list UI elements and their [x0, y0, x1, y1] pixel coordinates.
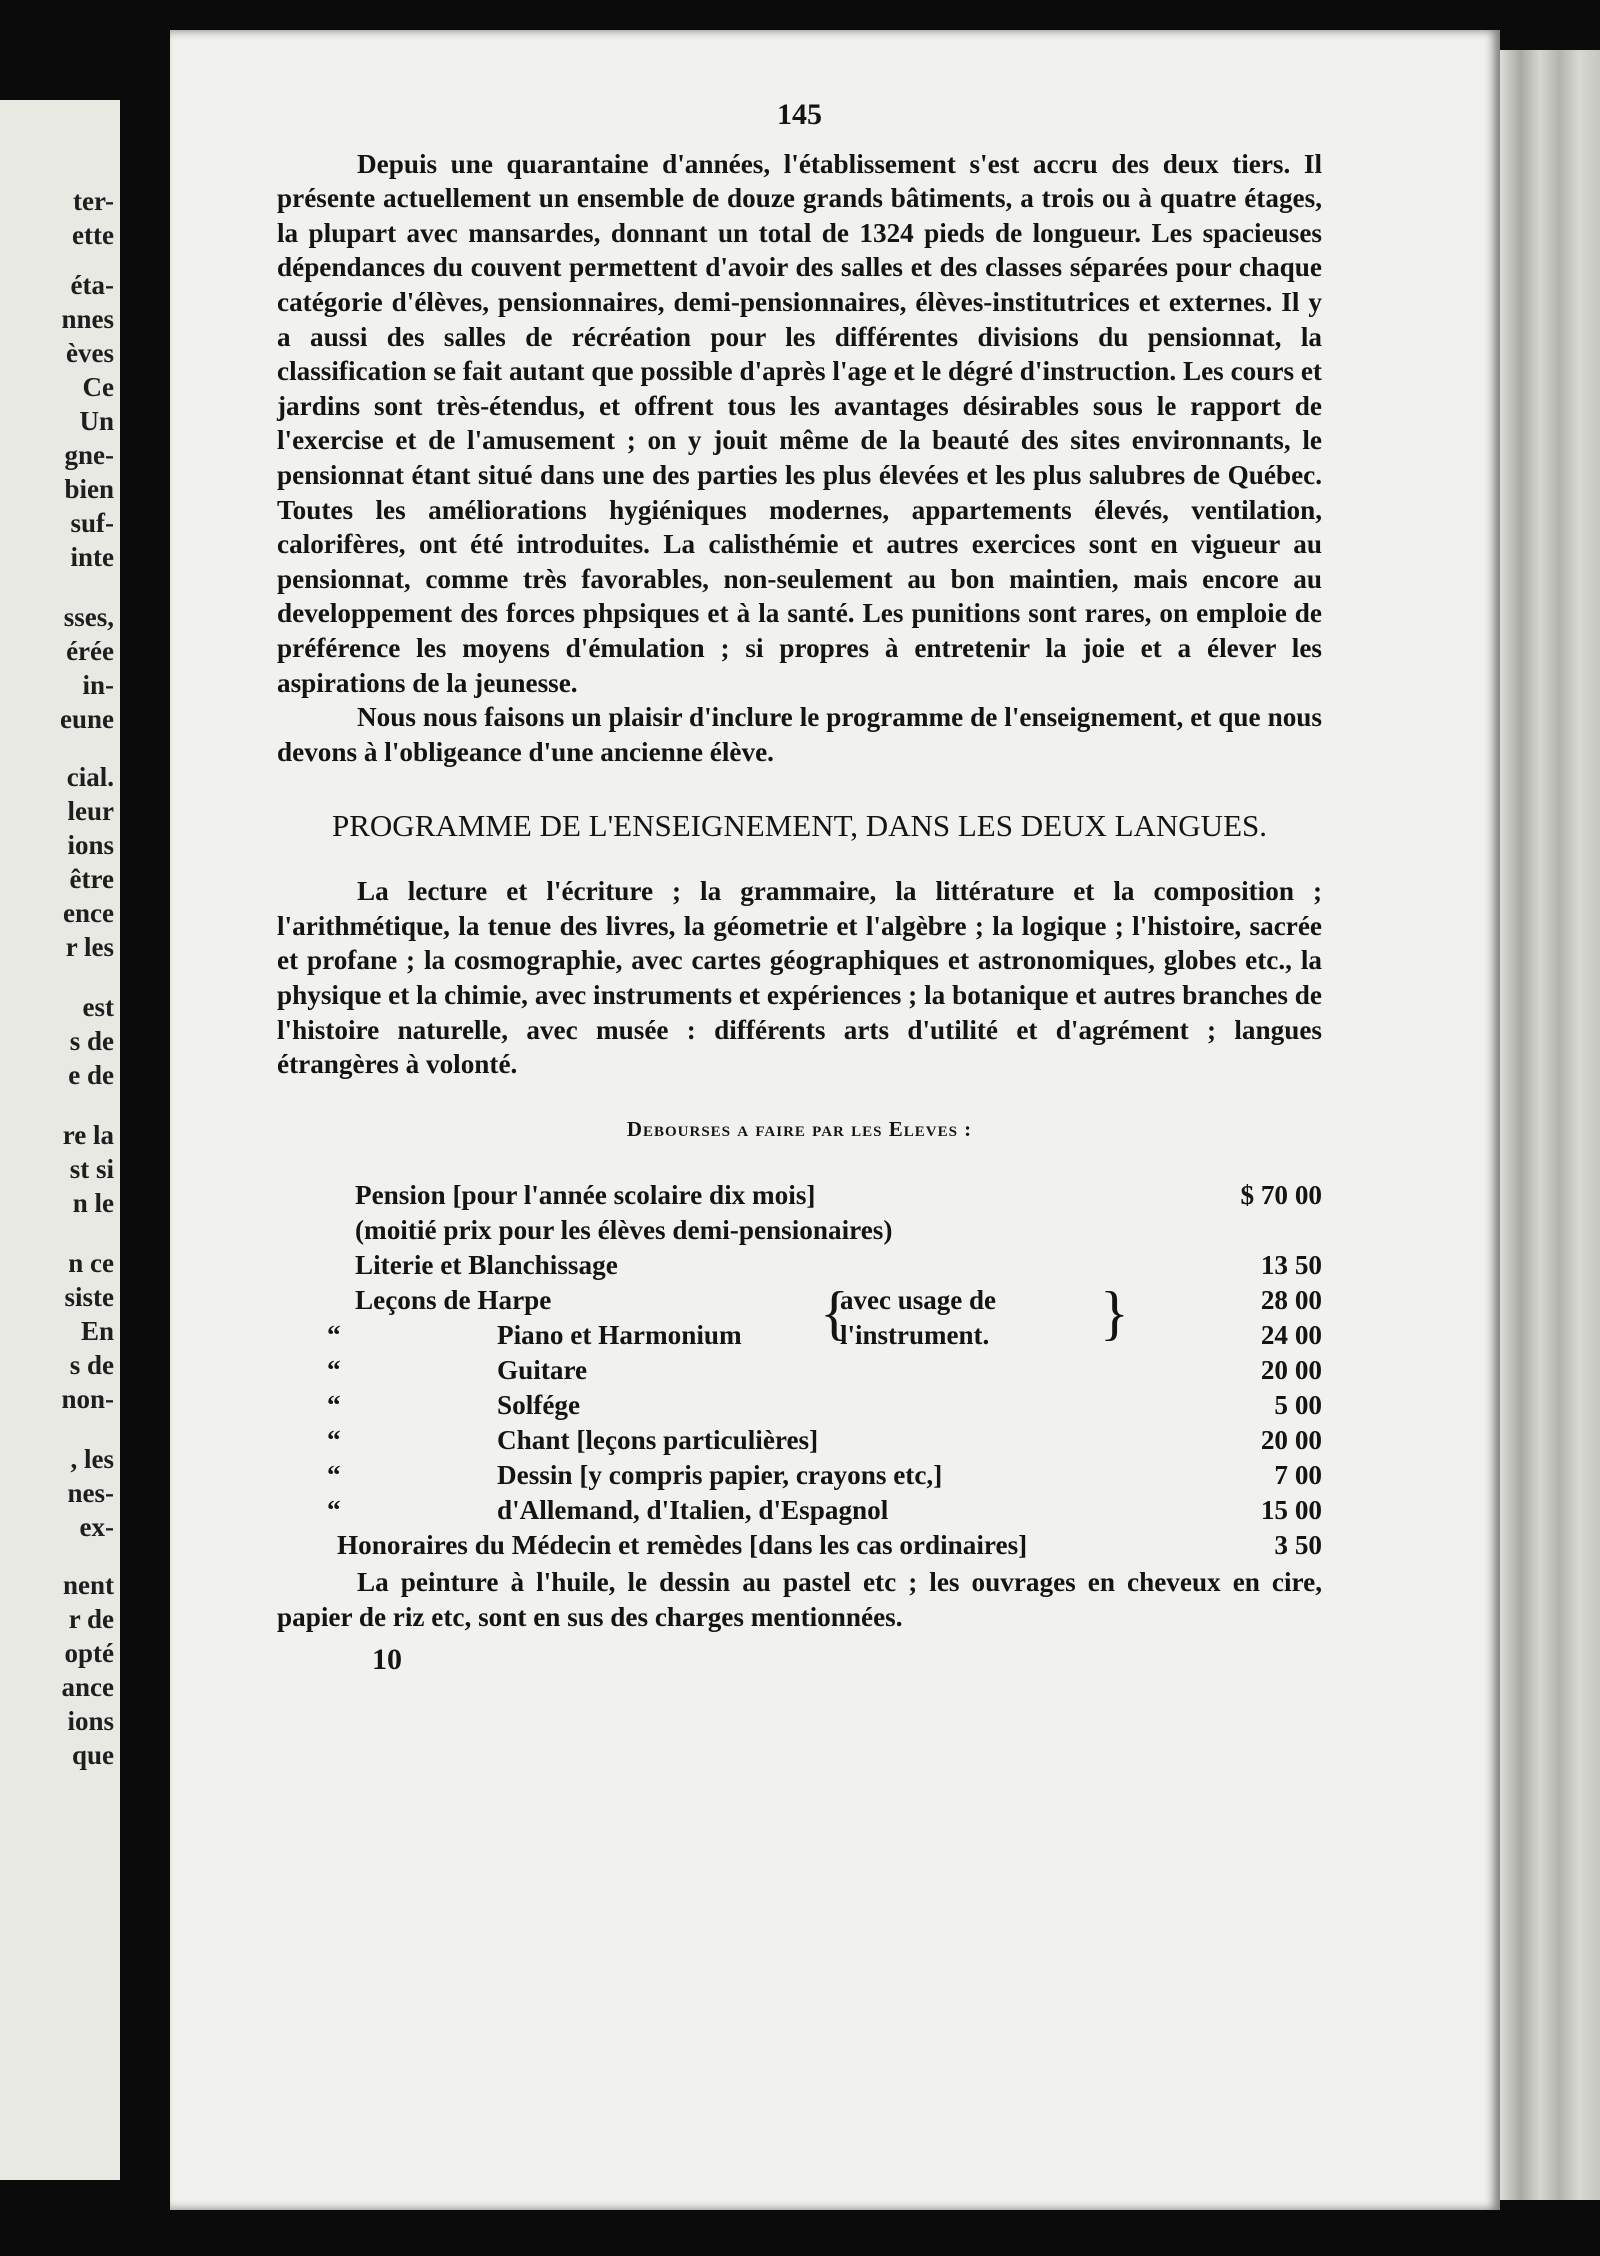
fee-row — [277, 1528, 1322, 1563]
paragraph-closing: La peinture à l'huile, le dessin au pastel etc ; les ouvrages en cheveux en cire, papier de riz etc, sont en sus des charges mentionnées. — [277, 1567, 1322, 1633]
left-page-line: éta- — [70, 270, 114, 300]
left-page-line: ance — [61, 1672, 114, 1702]
left-page-line: érée — [66, 636, 114, 666]
left-page-line: nnes — [61, 304, 114, 334]
left-page-line: cial. — [66, 762, 114, 792]
left-page-line: ions — [67, 830, 114, 860]
fee-row — [277, 1318, 1322, 1353]
fee-label-text: Guitare — [497, 1355, 588, 1386]
left-page-line: ions — [67, 1706, 114, 1736]
left-page-line: leur — [67, 796, 114, 826]
left-page-line: est — [82, 992, 114, 1022]
left-page-line: r de — [68, 1604, 114, 1634]
fee-label: “ Piano et Harmonium — [327, 1320, 742, 1351]
left-page-line: in- — [82, 670, 114, 700]
fee-label: Honoraires du Médecin et remèdes [dans les cas ordinaires] — [337, 1530, 1028, 1561]
left-page-line: èves — [66, 338, 114, 368]
fee-row — [277, 1388, 1322, 1423]
left-page-line: siste — [64, 1282, 114, 1312]
fee-label: “ Dessin [y compris papier, crayons etc,] — [327, 1460, 943, 1491]
fee-row — [277, 1178, 1322, 1213]
fee-row — [277, 1283, 1322, 1318]
section-heading: PROGRAMME DE L'ENSEIGNEMENT, DANS LES DEUX LANGUES. — [332, 808, 1267, 844]
fee-amount: 20 00 — [1260, 1355, 1322, 1386]
fee-amount: 20 00 — [1260, 1425, 1322, 1456]
instrument-note-line: avec usage de — [840, 1285, 996, 1316]
fee-row — [277, 1458, 1322, 1493]
left-page-line: sses, — [63, 602, 114, 632]
fees-table — [277, 1178, 1322, 1563]
fee-label: “ Guitare — [327, 1355, 588, 1386]
signature-number: 10 — [372, 1642, 402, 1676]
left-page-line: s de — [69, 1026, 114, 1056]
left-page-line: e de — [68, 1060, 114, 1090]
instrument-note-line: l'instrument. — [840, 1320, 990, 1351]
fee-row — [277, 1353, 1322, 1388]
fee-amount: 7 00 — [1274, 1460, 1322, 1491]
left-page-line: ex- — [79, 1512, 114, 1542]
fee-row — [277, 1423, 1322, 1458]
fee-amount: 5 00 — [1274, 1390, 1322, 1421]
left-page-line: eune — [60, 704, 114, 734]
left-page-line: re la — [62, 1120, 114, 1150]
left-page-line: bien — [64, 474, 114, 504]
fee-label-text: d'Allemand, d'Italien, d'Espagnol — [497, 1495, 889, 1526]
left-page-line: être — [69, 864, 114, 894]
left-page-fragment — [0, 100, 120, 2180]
fee-label: Literie et Blanchissage — [355, 1250, 618, 1281]
instrument-note — [840, 1283, 996, 1353]
fee-label-text: Dessin [y compris papier, crayons etc,] — [497, 1460, 943, 1491]
left-page-line: ette — [72, 220, 114, 250]
fee-amount: 15 00 — [1260, 1495, 1322, 1526]
fee-label: “ Chant [leçons particulières] — [327, 1425, 819, 1456]
page-content — [277, 98, 1322, 1677]
left-page-line: inte — [70, 542, 114, 572]
book-page — [170, 30, 1500, 2210]
fee-amount: 28 00 — [1260, 1285, 1322, 1316]
fee-amount: $ 70 00 — [1240, 1180, 1322, 1211]
left-page-line: n le — [72, 1188, 114, 1218]
fee-amount: 13 50 — [1260, 1250, 1322, 1281]
fee-label-text: Chant [leçons particulières] — [497, 1425, 819, 1456]
fee-label: (moitié prix pour les élèves demi-pensionaires) — [355, 1215, 893, 1246]
fee-row — [277, 1213, 1322, 1248]
fee-label: “ Solfége — [327, 1390, 581, 1421]
fee-amount: 24 00 — [1260, 1320, 1322, 1351]
left-page-line: suf- — [70, 508, 114, 538]
paragraph-program: La lecture et l'écriture ; la grammaire, la littérature et la composition ; l'arithmétique, la tenue des livres, la géometrie et l'algèbre ; la logique ; l'histoire, sacrée et profane ; la cosmographie, avec cartes géographiques et astronomiques, globes etc., la physique et la chimie, avec instruments et expériences ; la botanique et autres branches de l'histoire naturelle, avec musée : différents arts d'utilité et d'agrément ; langues étrangères à volonté. — [277, 876, 1322, 1080]
left-page-line: Ce — [82, 372, 114, 402]
left-page-line: , les — [70, 1444, 114, 1474]
fee-label: Pension [pour l'année scolaire dix mois] — [355, 1180, 816, 1211]
fee-label: Leçons de Harpe — [355, 1285, 552, 1316]
left-page-line: que — [71, 1740, 114, 1770]
left-page-line: r les — [65, 932, 114, 962]
left-page-line: n ce — [68, 1248, 114, 1278]
fee-label-text: Solfége — [497, 1390, 581, 1421]
brace-right: } — [1100, 1280, 1129, 1347]
page-number: 145 — [777, 98, 822, 131]
fee-amount: 3 50 — [1274, 1530, 1322, 1561]
left-page-line: ence — [63, 898, 114, 928]
left-page-line: s de — [69, 1350, 114, 1380]
left-page-line: nent — [62, 1570, 114, 1600]
left-page-line: Un — [79, 406, 114, 436]
fee-label-text: Piano et Harmonium — [497, 1320, 742, 1351]
left-page-line: ter- — [73, 186, 114, 216]
left-page-line: gne- — [64, 440, 114, 470]
left-page-line: nes- — [67, 1478, 114, 1508]
left-page-line: opté — [64, 1638, 114, 1668]
fees-heading: Debourses a faire par les Eleves : — [626, 1116, 973, 1141]
left-page-line: En — [80, 1316, 114, 1346]
paragraph-intro: Nous nous faisons un plaisir d'inclure le programme de l'enseignement, et que nous devons à l'obligeance d'une ancienne élève. — [277, 702, 1322, 767]
fee-label: “ d'Allemand, d'Italien, d'Espagnol — [327, 1495, 889, 1526]
brace-left: { — [820, 1280, 849, 1347]
paragraph-history: Depuis une quarantaine d'années, l'établissement s'est accru des deux tiers. Il présente actuellement un ensemble de douze grands bâtiments, a trois ou à quatre étages, la plupart avec mansardes, donnant un total de 1324 pieds de longueur. Les spacieuses dépendances du couvent permettent d'avoir des salles et des classes séparées pour chaque catégorie d'élèves, pensionnaires, demi-pensionnaires, élèves-institutrices et externes. Il y a aussi des salles de récréation pour les différentes divisions du pensionnat, la classification se fait autant que possible d'après l'age et le dégré d'instruction. Les cours et jardins sont très-étendus, et offrent tous les avantages désirables sous le rapport de l'exercise et de l'amusement ; on y jouit même de la beauté des sites environnants, le pensionnat étant situé dans une des parties les plus élevées et les plus salubres de Québec. Toutes les améliorations hygiéniques modernes, appartements élevés, ventilation, calorifères, ont été introduites. La calisthémie et autres exercices sont en vigueur au pensionnat, comme très favorables, non-seulement au bon maintien, mais encore au developpement des forces phpsiques et à la santé. Les punitions sont rares, on emploie de préférence les moyens d'émulation ; si propres à entretenir la joie et a élever les aspirations de la jeunesse. — [277, 148, 1322, 698]
left-page-line: non- — [61, 1384, 114, 1414]
left-page-line: st si — [69, 1154, 114, 1184]
fee-row — [277, 1493, 1322, 1528]
fee-row — [277, 1248, 1322, 1283]
